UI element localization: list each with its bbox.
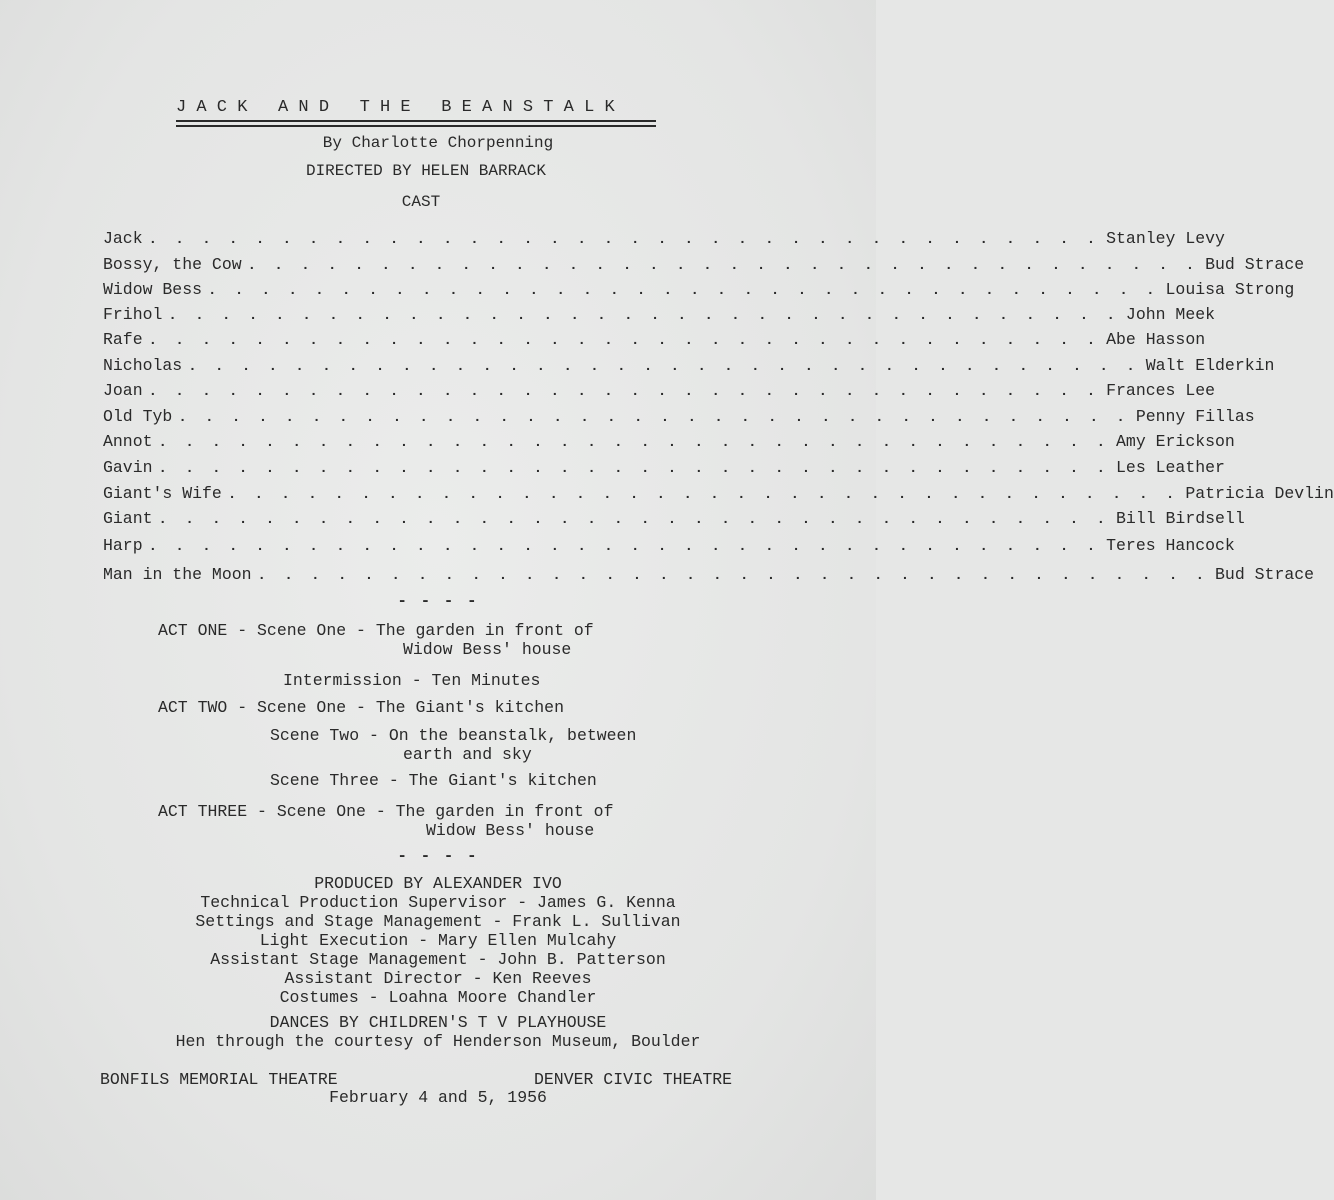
cast-role: Giant xyxy=(103,509,153,528)
act-two-scene-three: Scene Three - The Giant's kitchen xyxy=(270,771,597,790)
leader-dots: . . . . . . . . . . . . . . . . . . . . . . . . . . . . . . . . . . . . xyxy=(178,410,1130,426)
cast-actor: Bud Strace xyxy=(1205,255,1305,274)
cast-role: Joan xyxy=(103,381,143,400)
costumes-credit: Costumes - Loahna Moore Chandler xyxy=(279,988,597,1007)
cast-role: Jack xyxy=(103,229,143,248)
cast-row xyxy=(103,255,1305,277)
section-separator: - - - - xyxy=(397,847,479,865)
leader-dots: . . . . . . . . . . . . . . . . . . . . . . . . . . . . . . . . . . . . xyxy=(247,258,1200,274)
leader-dots: . . . . . . . . . . . . . . . . . . . . . . . . . . . . . . . . . . . . xyxy=(148,539,1101,555)
cast-actor: Bud Strace xyxy=(1215,565,1315,584)
light-credit: Light Execution - Mary Ellen Mulcahy xyxy=(259,931,617,950)
cast-role: Bossy, the Cow xyxy=(103,255,242,274)
act-three-line: ACT THREE - Scene One - The garden in front of xyxy=(158,802,614,821)
cast-role: Gavin xyxy=(103,458,153,477)
cast-row xyxy=(103,484,1334,506)
leader-dots: . . . . . . . . . . . . . . . . . . . . . . . . . . . . . . . . . . . . xyxy=(208,283,1160,299)
venue-left: BONFILS MEMORIAL THEATRE xyxy=(100,1070,338,1089)
play-title: J A C K A N D T H E B E A N S T A L K xyxy=(176,98,615,117)
cast-row xyxy=(103,305,1216,327)
cast-actor: John Meek xyxy=(1125,305,1216,324)
cast-row xyxy=(103,381,1216,403)
cast-role: Harp xyxy=(103,536,143,555)
leader-dots: . . . . . . . . . . . . . . . . . . . . . . . . . . . . . . . . . . . . xyxy=(158,461,1111,477)
tech-credit: Technical Production Supervisor - James G. Kenna xyxy=(200,893,676,912)
intermission-line: Intermission - Ten Minutes xyxy=(283,671,541,690)
cast-actor: Louisa Strong xyxy=(1165,280,1295,299)
title-underline-bottom xyxy=(176,125,656,127)
act-one-line: ACT ONE - Scene One - The garden in front of xyxy=(158,621,594,640)
act-two-line: ACT TWO - Scene One - The Giant's kitchen xyxy=(158,698,564,717)
act-two-scene-two-cont: earth and sky xyxy=(403,745,532,764)
leader-dots: . . . . . . . . . . . . . . . . . . . . . . . . . . . . . . . . . . . . xyxy=(168,308,1120,324)
cast-row xyxy=(103,536,1235,558)
cast-row xyxy=(103,407,1255,429)
producer-credit: PRODUCED BY ALEXANDER IVO xyxy=(314,874,562,893)
act-one-cont: Widow Bess' house xyxy=(403,640,572,659)
cast-role: Annot xyxy=(103,432,153,451)
leader-dots: . . . . . . . . . . . . . . . . . . . . . . . . . . . . . . . . . . . . xyxy=(158,435,1111,451)
cast-actor: Amy Erickson xyxy=(1116,432,1235,451)
asst-director-credit: Assistant Director - Ken Reeves xyxy=(284,969,592,988)
cast-role: Nicholas xyxy=(103,356,183,375)
cast-role: Man in the Moon xyxy=(103,565,252,584)
act-two-scene-two: Scene Two - On the beanstalk, between xyxy=(270,726,637,745)
cast-row xyxy=(103,229,1225,251)
cast-row xyxy=(103,280,1295,302)
leader-dots: . . . . . . . . . . . . . . . . . . . . . . . . . . . . . . . . . . . . xyxy=(257,568,1210,584)
hen-credit: Hen through the courtesy of Henderson Museum, Boulder xyxy=(175,1032,701,1051)
dances-credit: DANCES BY CHILDREN'S T V PLAYHOUSE xyxy=(269,1013,607,1032)
cast-row xyxy=(103,565,1315,587)
cast-actor: Les Leather xyxy=(1116,458,1225,477)
director-line: DIRECTED BY HELEN BARRACK xyxy=(305,162,547,180)
cast-actor: Walt Elderkin xyxy=(1145,356,1275,375)
cast-role: Widow Bess xyxy=(103,280,203,299)
cast-actor: Stanley Levy xyxy=(1106,229,1225,248)
leader-dots: . . . . . . . . . . . . . . . . . . . . . . . . . . . . . . . . . . . . xyxy=(188,359,1140,375)
cast-actor: Frances Lee xyxy=(1106,381,1216,400)
cast-role: Rafe xyxy=(103,330,143,349)
cast-role: Giant's Wife xyxy=(103,484,222,503)
cast-row xyxy=(103,356,1275,378)
title-underline-top xyxy=(176,120,656,122)
cast-actor: Abe Hasson xyxy=(1106,330,1206,349)
cast-heading: CAST xyxy=(401,193,441,211)
venue-right: DENVER CIVIC THEATRE xyxy=(534,1070,733,1089)
cast-role: Frihol xyxy=(103,305,163,324)
cast-actor: Patricia Devlin xyxy=(1185,484,1334,503)
cast-row xyxy=(103,330,1206,352)
author-line: By Charlotte Chorpenning xyxy=(322,134,554,152)
performance-dates: February 4 and 5, 1956 xyxy=(329,1088,547,1107)
leader-dots: . . . . . . . . . . . . . . . . . . . . . . . . . . . . . . . . . . . . xyxy=(148,333,1101,349)
asst-stage-credit: Assistant Stage Management - John B. Patterson xyxy=(210,950,666,969)
act-three-cont: Widow Bess' house xyxy=(426,821,595,840)
cast-role: Old Tyb xyxy=(103,407,173,426)
cast-actor: Bill Birdsell xyxy=(1116,509,1245,528)
cast-row xyxy=(103,432,1235,454)
leader-dots: . . . . . . . . . . . . . . . . . . . . . . . . . . . . . . . . . . . . xyxy=(148,384,1101,400)
leader-dots: . . . . . . . . . . . . . . . . . . . . . . . . . . . . . . . . . . . . xyxy=(148,232,1101,248)
cast-row xyxy=(103,458,1225,480)
settings-credit: Settings and Stage Management - Frank L. Sullivan xyxy=(195,912,681,931)
cast-actor: Teres Hancock xyxy=(1106,536,1235,555)
section-separator: - - - - xyxy=(397,592,479,610)
leader-dots: . . . . . . . . . . . . . . . . . . . . . . . . . . . . . . . . . . . . xyxy=(227,487,1180,503)
leader-dots: . . . . . . . . . . . . . . . . . . . . . . . . . . . . . . . . . . . . xyxy=(158,512,1111,528)
cast-row xyxy=(103,509,1245,531)
cast-actor: Penny Fillas xyxy=(1135,407,1255,426)
